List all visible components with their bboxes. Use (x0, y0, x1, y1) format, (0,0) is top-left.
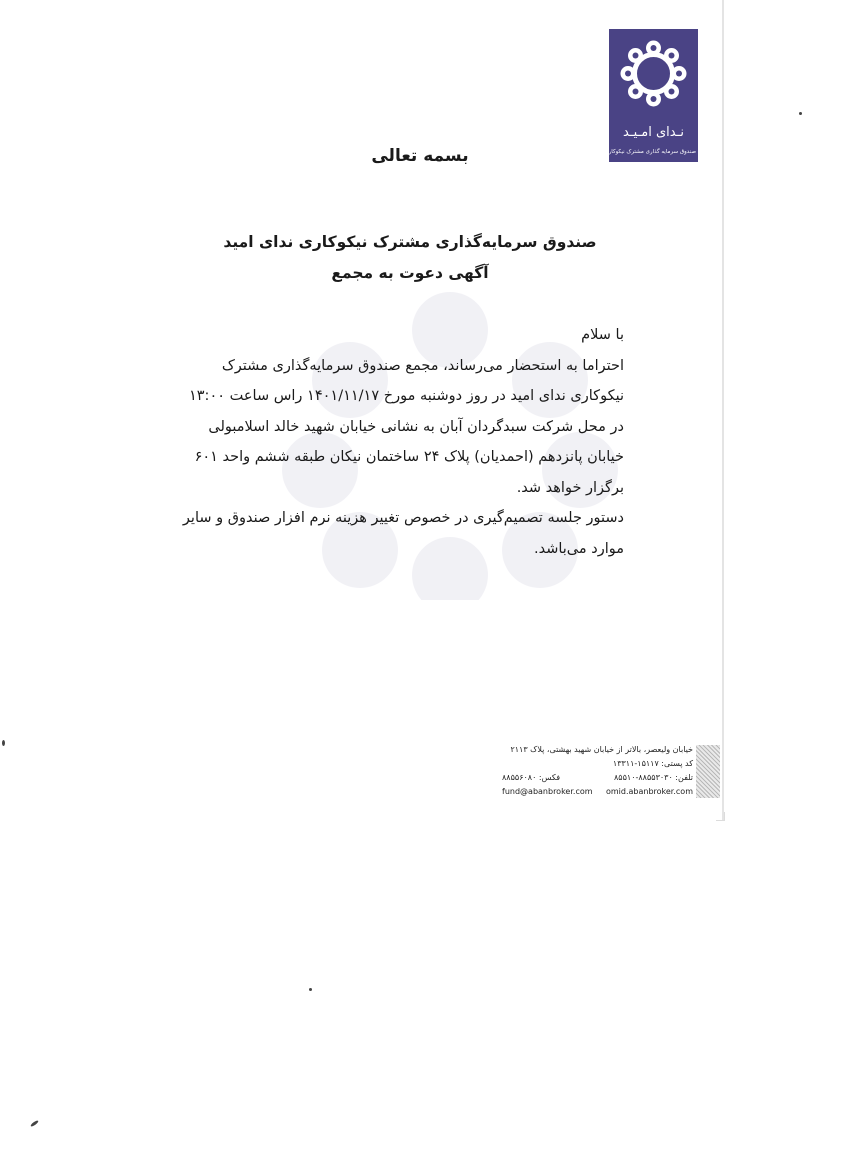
footer-postal-code: کد پستی: ۱۵۱۱۷-۱۳۳۱۱ (612, 759, 693, 768)
footer-phone: تلفن: ۸۸۵۵۳۰۳۰-۸۵۵۱۰ (614, 773, 693, 782)
fund-name-heading: صندوق سرمایه‌گذاری مشترک نیکوکاری ندای امید (223, 233, 597, 251)
notice-heading: آگهی دعوت به مجمع (331, 264, 489, 282)
body-line: برگزار خواهد شد. (516, 479, 624, 496)
footer-email[interactable]: fund@abanbroker.com (502, 787, 593, 796)
body-line: نیکوکاری ندای امید در روز دوشنبه مورخ ۱۴۰۱/۱۱/۱۷ راس ساعت ۱۳:۰۰ (188, 388, 624, 404)
agenda-line: دستور جلسه تصمیم‌گیری در خصوص تغییر هزینه نرم افزار صندوق و سایر (182, 510, 624, 526)
footer-pattern (696, 745, 720, 798)
body-line: در محل شرکت سبدگردان آبان به نشانی خیابان شهید خالد اسلامبولی (208, 418, 624, 435)
fund-logo (604, 29, 698, 162)
logo-emblem-icon (609, 29, 698, 125)
scan-speck (799, 112, 802, 115)
scan-speck (2, 740, 5, 746)
logo-name: نـدای امـیـد (622, 125, 685, 140)
scan-speck (30, 1120, 39, 1128)
body-line: احتراما به استحضار می‌رساند، مجمع صندوق سرمایه‌گذاری مشترک (221, 357, 624, 374)
agenda-line: موارد می‌باشد. (533, 540, 624, 557)
paper-corner (716, 812, 725, 821)
footer-fax: فکس: ۸۸۵۵۶۰۸۰ (502, 773, 561, 782)
bismillah-heading: بسمه تعالی (371, 146, 469, 166)
letter-body (182, 320, 624, 564)
paper-edge (722, 0, 724, 820)
greeting-line: با سلام (581, 327, 624, 343)
logo-subtitle: صندوق سرمایه گذاری مشترک نیکوکاری (604, 149, 696, 155)
body-line: خیابان پانزدهم (احمدیان) پلاک ۲۴ ساختمان نیکان طبقه ششم واحد ۶۰۱ (194, 449, 624, 465)
letterhead-footer (500, 745, 693, 799)
scan-speck (309, 988, 312, 991)
footer-website[interactable]: omid.abanbroker.com (605, 787, 693, 796)
footer-address: خیابان ولیعصر، بالاتر از خیابان شهید بهشتی، پلاک ۲۱۱۳ (510, 745, 693, 754)
